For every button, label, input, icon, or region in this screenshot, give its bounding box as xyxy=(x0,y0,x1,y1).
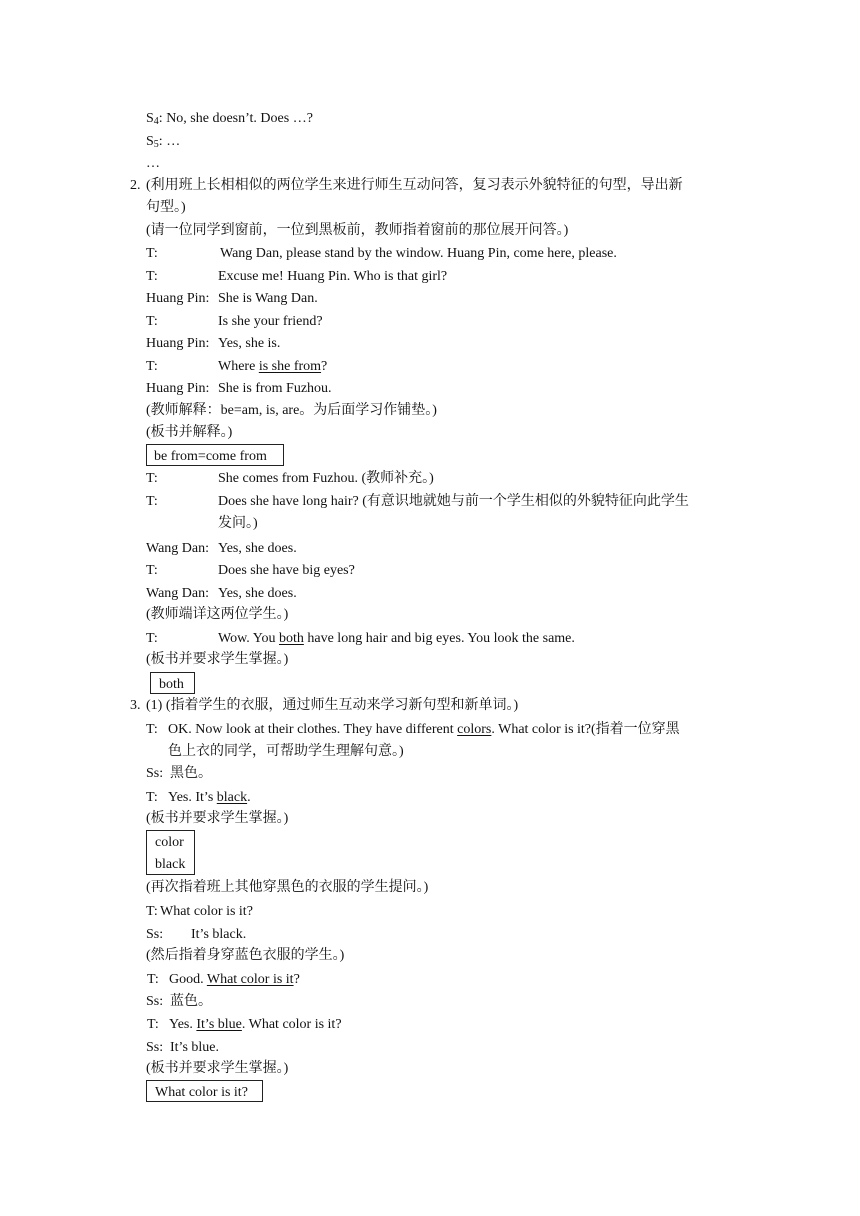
line-t12: Good. What color is it? xyxy=(169,972,300,987)
line-t4: Where is she from? xyxy=(218,359,328,374)
speaker-ss: Ss: xyxy=(146,994,164,1009)
line-t9-a: OK. Now look at their clothes. They have different colors. What color is it?(指着一位穿黑 xyxy=(168,722,680,737)
board-box-what-color: What color is it? xyxy=(146,1080,263,1102)
speaker-t: T: xyxy=(147,1017,159,1032)
note-look: (教师端详这两位学生。) xyxy=(146,607,289,622)
line-t5: She comes from Fuzhou. (教师补充。) xyxy=(218,471,434,486)
line-t8: Wow. You both have long hair and big eyes. You look the same. xyxy=(218,631,575,646)
underlined-phrase: What color is it xyxy=(206,972,294,987)
speaker-ss: Ss: xyxy=(146,927,164,942)
note-window: (请一位同学到窗前，一位到黑板前，教师指着窗前的那位展开问答。) xyxy=(146,223,569,238)
line-wd1: Yes, she does. xyxy=(218,541,297,556)
underlined-word: colors xyxy=(457,722,492,737)
line-t3: Is she your friend? xyxy=(218,314,323,329)
note-blue: (然后指着身穿蓝色衣服的学生。) xyxy=(146,948,345,963)
speaker-t: T: xyxy=(146,269,158,284)
note-board-2: (板书并要求学生掌握。) xyxy=(146,652,289,667)
item-2-number: 2. xyxy=(130,178,141,193)
item-2-text-a: (利用班上长相相似的两位学生来进行师生互动问答，复习表示外貌特征的句型，导出新 xyxy=(146,178,683,193)
speaker-t: T: xyxy=(146,722,158,737)
item-2-text-b: 句型。) xyxy=(146,200,186,215)
line-t2: Excuse me! Huang Pin. Who is that girl? xyxy=(218,269,448,284)
line-hp1: She is Wang Dan. xyxy=(218,291,318,306)
board-word-black: black xyxy=(155,857,186,872)
line-hp3: She is from Fuzhou. xyxy=(218,381,332,396)
line-t11: What color is it? xyxy=(160,904,253,919)
speaker-huang-pin: Huang Pin: xyxy=(146,381,210,396)
speaker-t: T: xyxy=(146,563,158,578)
line-ss4: It’s blue. xyxy=(170,1040,219,1055)
item-3-text: (1) (指着学生的衣服，通过师生互动来学习新句型和新单词。) xyxy=(146,698,519,713)
speaker-t: T: xyxy=(146,246,158,261)
speaker-t: T: xyxy=(146,359,158,374)
line-t6-b: 发问。) xyxy=(218,516,258,531)
speaker-huang-pin: Huang Pin: xyxy=(146,336,210,351)
line-t6-a: Does she have long hair? (有意识地就她与前一个学生相似的外貌特征向此学生 xyxy=(218,494,689,509)
speaker-huang-pin: Huang Pin: xyxy=(146,291,210,306)
line-s5: $S_5$: … xyxy=(146,134,181,150)
line-hp2: Yes, she is. xyxy=(218,336,281,351)
speaker-wang-dan: Wang Dan: xyxy=(146,541,210,556)
board-box-be-from: be from=come from xyxy=(146,444,284,466)
underlined-word: both xyxy=(278,631,304,646)
speaker-t: T: xyxy=(146,494,158,509)
line-t10: Yes. It’s black. xyxy=(168,790,251,805)
line-ss1: 黑色。 xyxy=(170,766,212,781)
speaker-t: T: xyxy=(146,904,158,919)
speaker-t: T: xyxy=(147,972,159,987)
speaker-t: T: xyxy=(146,631,158,646)
board-word-color: color xyxy=(155,835,184,850)
speaker-t: T: xyxy=(146,790,158,805)
underlined-phrase: is she from xyxy=(258,359,322,374)
speaker-ss: Ss: xyxy=(146,1040,164,1055)
item-3-number: 3. xyxy=(130,698,141,713)
underlined-word: black xyxy=(216,790,248,805)
speaker-t: T: xyxy=(146,314,158,329)
board-box-color-black xyxy=(146,830,195,875)
line-t9-b: 色上衣的同学，可帮助学生理解句意。) xyxy=(168,744,404,759)
note-explain: (教师解释：be=am, is, are。为后面学习作铺垫。) xyxy=(146,403,437,418)
line-ss2: It’s black. xyxy=(191,927,247,942)
note-again: (再次指着班上其他穿黑色的衣服的学生提问。) xyxy=(146,880,429,895)
speaker-ss: Ss: xyxy=(146,766,164,781)
line-t7: Does she have big eyes? xyxy=(218,563,355,578)
speaker-t: T: xyxy=(146,471,158,486)
line-ss3: 蓝色。 xyxy=(170,994,212,1009)
line-t13: Yes. It’s blue. What color is it? xyxy=(169,1017,342,1032)
line-s4: $S_4$: No, she doesn’t. Does …? xyxy=(146,111,313,127)
note-board-1: (板书并解释。) xyxy=(146,425,233,440)
board-box-both: both xyxy=(150,672,195,694)
note-board-4: (板书并要求学生掌握。) xyxy=(146,1061,289,1076)
speaker-wang-dan: Wang Dan: xyxy=(146,586,210,601)
line-ellipsis: … xyxy=(146,156,160,171)
note-board-3: (板书并要求学生掌握。) xyxy=(146,811,289,826)
line-wd2: Yes, she does. xyxy=(218,586,297,601)
line-t1: Wang Dan, please stand by the window. Huang Pin, come here, please. xyxy=(220,246,617,261)
underlined-phrase: It’s blue xyxy=(196,1017,242,1032)
